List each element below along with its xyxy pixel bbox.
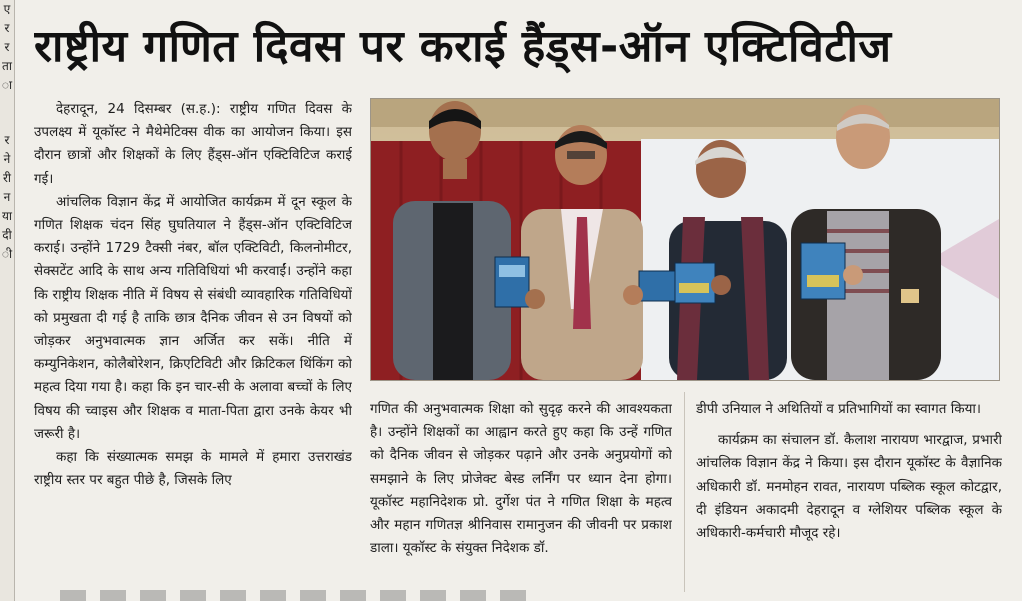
- article-column-2: [370, 398, 672, 588]
- book-2: [639, 271, 677, 301]
- paragraph-body: कहा कि संख्यात्मक समझ के मामले में हमारा उत्तराखंड राष्ट्रीय स्तर पर बहुत पीछे है, जिसके लिए: [34, 449, 352, 489]
- cropped-next-headline: [60, 590, 540, 601]
- book-1: [495, 257, 529, 307]
- article-column-3: [696, 398, 1002, 588]
- event-photo: [370, 98, 1000, 381]
- headline: राष्ट्रीय गणित दिवस पर कराई हैंड्स-ऑन एक्टिविटीज: [34, 21, 892, 72]
- paragraph-body: गणित की अनुभवात्मक शिक्षा को सुदृढ़ करने की आवश्यकता है। उन्होंने शिक्षकों का आह्वान करते हुए कहा कि उन्हें गणित को दैनिक जीवन से जोड़कर पढ़ाने और उनके अनुप्रयोगों को समझाने के लिए प्रोजेक्ट बेस्ड लर्निंग पर ध्यान देना होगा। यूकॉस्ट महानिदेशक प्रो. दुर्गेश पंत ने गणित शिक्षा के महत्व और महान गणितज्ञ श्रीनिवास रामानुजन की जीवनी पर प्रकाश डाला। यूकॉस्ट के संयुक्त निदेशक डॉ.: [370, 401, 672, 557]
- paragraph-body: आंचलिक विज्ञान केंद्र में आयोजित कार्यक्रम में दून स्कूल के गणित शिक्षक चंदन सिंह घुघतियाल ने हैंड्स-ऑन एक्टिविटिज कराई। उन्होंने 1729 टैक्सी नंबर, बॉल एक्टिविटी, किलनोमीटर, सेक्सटेंट आदि के साथ अन्य गतिविधियां भी करवाईं। उन्होंने कहा कि राष्ट्रीय शिक्षक नीति में विषय से संबंधी व्यावहारिक गतिविधियों को प्रमुखता दी गई है ताकि छात्र दैनिक जीवन से उन विषयों को जोड़कर अनुभवात्मक ज्ञान अर्जित कर सकें। नीति में कम्युनिकेशन, कोलैबोरेशन, क्रिएटिविटी और क्रिटिकल थिंकिंग को महत्व दिया गया है। कहा कि इन चार-सी के अलावा बच्चों के लिए विषय की च्वाइस और शिक्षक व माता-पिता द्वारा उनके केयर भी जरूरी है।: [34, 193, 352, 442]
- paragraph-body: डीपी उनियाल ने अथितियों व प्रतिभागियों का स्वागत किया।: [696, 401, 982, 417]
- adjacent-column-fragment: ए र र ता ा र ने री न या दी ी: [0, 0, 15, 601]
- paragraph-lead: देहरादून, 24 दिसम्बर (स.ह.): राष्ट्रीय गणित दिवस के उपलक्ष्य में यूकॉस्ट ने मैथेमेटिक्स वीक का आयोजन किया। इस दौरान छात्रों और शिक्षकों के लिए हैंड्स-ऑन एक्टिविटिज कराई गई।: [34, 101, 352, 187]
- paragraph-body: कार्यक्रम का संचालन डॉ. कैलाश नारायण भारद्वाज, प्रभारी आंचलिक विज्ञान केंद्र ने किया। इस दौरान यूकॉस्ट के वैज्ञानिक अधिकारी डॉ. मनमोहन रावत, नारायण पब्लिक स्कूल कोटद्वार, दी इंडियन अकादमी देहरादून व ग्लेशियर पब्लिक स्कूल के अधिकारी-कर्मचारी मौजूद रहे।: [696, 432, 1002, 542]
- article-column-1: [34, 98, 352, 598]
- column-divider: [684, 392, 685, 592]
- event-photo-illustration: [371, 99, 999, 380]
- book-3: [675, 263, 715, 303]
- book-4: [801, 243, 845, 299]
